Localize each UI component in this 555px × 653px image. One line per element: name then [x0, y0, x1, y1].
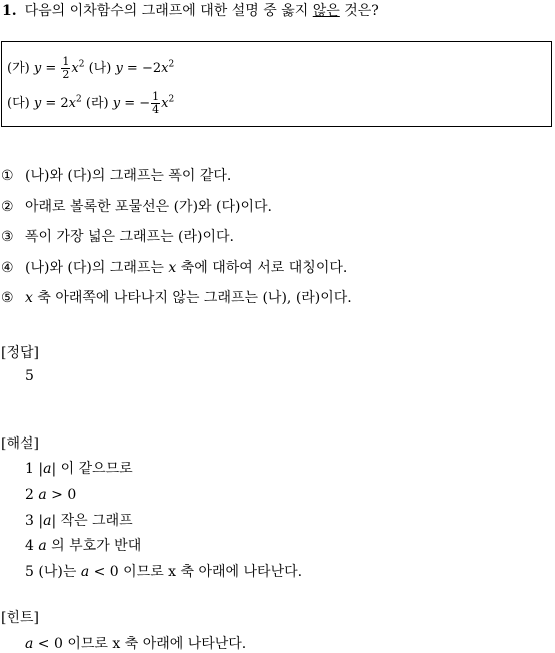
da-var: x [68, 96, 76, 111]
label-ga: (가) [7, 61, 30, 76]
explanation-num: 2 [25, 486, 34, 503]
choice-3[interactable] [1, 228, 553, 259]
choice-var: x [168, 259, 177, 276]
explanation-list [25, 460, 302, 589]
explanation-text-end: > 0 [46, 486, 77, 503]
explanation-item [25, 563, 302, 589]
choice-text: (나)와 (다)의 그래프는 폭이 같다. [25, 168, 232, 184]
explanation-text-end: 의 부호가 반대 [46, 538, 142, 555]
question-text-end: 것은? [339, 3, 379, 19]
da-coef: 2 [60, 96, 69, 111]
na-lhs: y [115, 61, 123, 76]
explanation-text: | [38, 461, 44, 477]
hint-var: a [25, 636, 34, 652]
choice-text-end: 축 아래쪽에 나타나지 않는 그래프는 (나), (라)이다. [32, 290, 352, 306]
explanation-text: | [38, 512, 44, 529]
na-var: x [161, 61, 169, 76]
choice-var: x [25, 290, 33, 306]
hint-label: [힌트] [1, 610, 39, 626]
choice-5[interactable] [1, 289, 553, 320]
choice-mark: ① [1, 168, 14, 184]
explanation-num: 5 [25, 564, 34, 581]
question-text: 다음의 이차함수의 그래프에 대한 설명 중 옳지 [24, 3, 313, 19]
choice-list [1, 167, 553, 320]
ra-lhs: y [112, 96, 121, 111]
ga-var: x [71, 61, 79, 76]
explanation-item [25, 486, 302, 512]
hint-line [25, 633, 246, 653]
ra-exp: 2 [168, 94, 175, 105]
explanation-item [25, 537, 302, 563]
conditions-box [1, 41, 552, 127]
question-emphasis: 않은 [312, 3, 340, 19]
ra-frac-num: 1 [152, 90, 160, 103]
ra-fraction [151, 91, 160, 116]
ga-frac-num: 1 [62, 55, 70, 68]
explanation-text-end: | 이 같으므로 [51, 461, 133, 477]
explanation-num: 1 [25, 461, 34, 477]
na-exp: 2 [168, 59, 175, 70]
na-coef: −2 [141, 61, 162, 76]
explanation-text-end: < 0 이므로 x 축 아래에 나타난다. [89, 564, 303, 581]
ga-frac-den: 2 [62, 68, 70, 81]
explanation-var: a [43, 512, 52, 529]
question-number: 1. [2, 3, 17, 19]
explanation-label: [해설] [1, 436, 39, 452]
hint-text: < 0 이므로 x 축 아래에 나타난다. [33, 636, 247, 652]
choice-text: 폭이 가장 넓은 그래프는 (라)이다. [25, 229, 234, 245]
explanation-text-end: | 작은 그래프 [51, 512, 133, 529]
label-na: (나) [88, 61, 112, 76]
label-ra: (라) [85, 96, 109, 111]
explanation-var: a [38, 538, 47, 555]
choice-mark: ③ [1, 229, 14, 245]
choice-text-end: 축에 대하여 서로 대칭이다. [176, 259, 348, 276]
answer-value: 5 [25, 368, 34, 384]
answer-label: [정답] [1, 345, 39, 361]
question-line [2, 2, 552, 20]
condition-line-1: (가) y = $\frac{1}{2}$ $x^2$ (나) $y = -2x^2$ [7, 55, 175, 81]
choice-mark: ② [1, 198, 14, 215]
explanation-var: a [43, 461, 52, 477]
explanation-item [25, 460, 302, 486]
choice-mark: ④ [1, 259, 14, 276]
condition-line-2: (다) $y = 2x^2$ (라) y = − $\frac{1}{4}$ $x^2$ [7, 90, 175, 116]
explanation-text: (나)는 [38, 564, 81, 581]
ra-var: x [161, 96, 169, 111]
explanation-item [25, 512, 302, 538]
explanation-var: a [80, 564, 90, 581]
da-exp: 2 [76, 94, 82, 105]
choice-text: (나)와 (다)의 그래프는 [25, 259, 169, 276]
choice-mark: ⑤ [1, 290, 14, 306]
ga-lhs: y [33, 61, 42, 76]
ra-frac-den: 4 [152, 103, 160, 116]
ga-exp: 2 [78, 59, 85, 70]
explanation-num: 3 [25, 512, 34, 529]
da-lhs: y [33, 96, 42, 111]
choice-4[interactable] [1, 259, 553, 290]
choice-2[interactable] [1, 198, 553, 229]
label-da: (다) [7, 96, 30, 111]
choice-text: 아래로 볼록한 포물선은 (가)와 (다)이다. [25, 198, 272, 215]
explanation-num: 4 [25, 538, 34, 555]
ra-sign: − [139, 96, 151, 111]
ga-fraction [61, 56, 70, 81]
explanation-var: a [38, 486, 47, 503]
choice-1[interactable] [1, 167, 553, 198]
